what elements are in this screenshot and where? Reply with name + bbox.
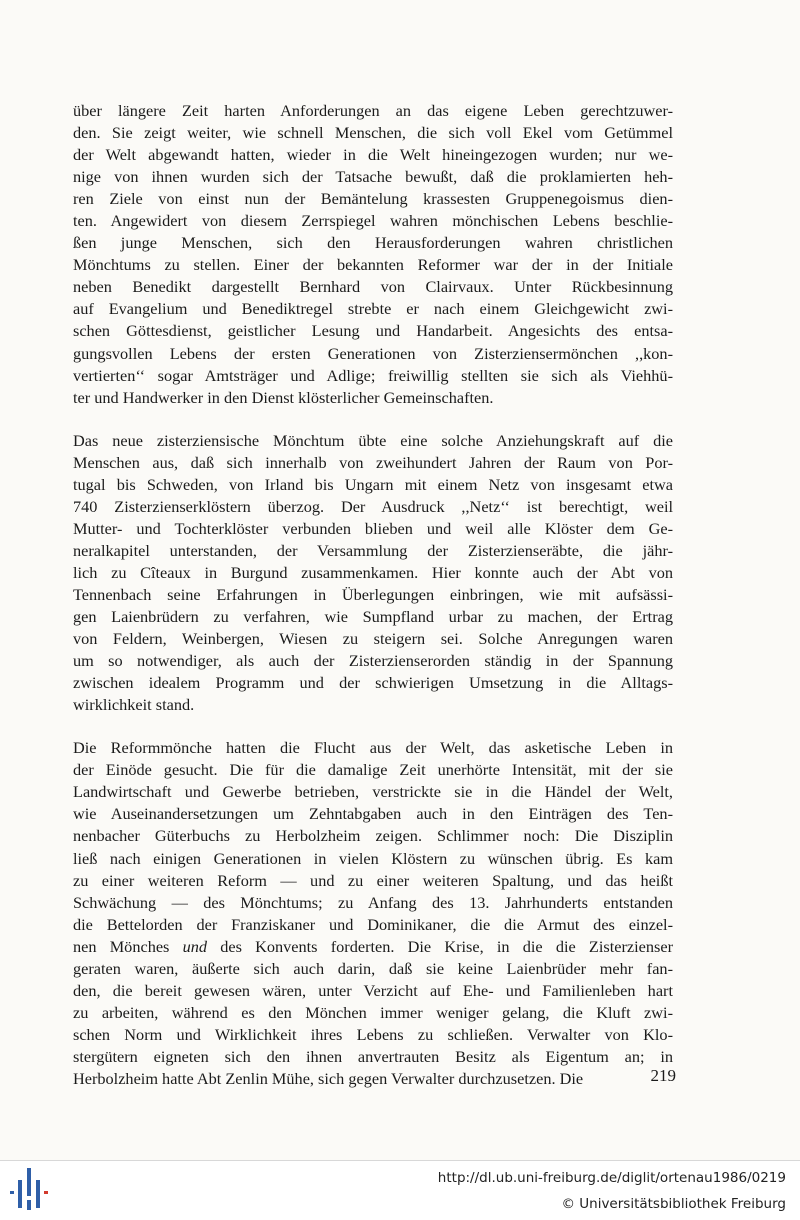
emphasis: und bbox=[182, 936, 208, 956]
text-line: die Bettelorden der Franziskaner und Dominikaner, die die Armut des einzel- bbox=[73, 914, 673, 934]
text-line: nige von ihnen wurden sich der Tatsache bewußt, daß die proklamierten heh- bbox=[73, 167, 673, 187]
text-line: Die Reformmönche hatten die Flucht aus der Welt, das asketische Leben in bbox=[73, 738, 673, 758]
text-line: der Einöde gesucht. Die für die damalige Zeit unerhörte Intensität, mit der sie bbox=[73, 760, 673, 780]
text-line: 740 Zisterzienserklöstern überzog. Der Ausdruck ,,Netz‘‘ ist berechtigt, weil bbox=[73, 496, 673, 516]
text-line: über längere Zeit harten Anforderungen an das eigene Leben gerechtzuwer- bbox=[73, 101, 673, 120]
paragraph bbox=[73, 100, 673, 409]
text-line: Menschen aus, daß sich innerhalb von zweihundert Jahren der Raum von Por- bbox=[73, 452, 673, 472]
text-line: den, die bereit gewesen wären, unter Verzicht auf Ehe- und Familienleben hart bbox=[73, 980, 673, 1000]
footer-divider bbox=[0, 1160, 800, 1161]
text-line: wirklichkeit stand. bbox=[73, 695, 195, 715]
text-line: Herbolzheim hatte Abt Zenlin Mühe, sich gegen Verwalter durchzusetzen. Die bbox=[73, 1068, 584, 1088]
text-line: geraten waren, äußerte sich auch darin, daß sie keine Laienbrüder mehr fan- bbox=[73, 958, 673, 978]
text-line: den. Sie zeigt weiter, wie schnell Menschen, die sich voll Ekel vom Getümmel bbox=[73, 123, 673, 143]
text-line: gungsvollen Lebens der ersten Generationen von Zisterziensermönchen ,,kon- bbox=[73, 343, 673, 363]
text-line: ter und Handwerker in den Dienst klösterlicher Gemeinschaften. bbox=[73, 387, 494, 407]
text-line: wie Auseinandersetzungen um Zehntabgaben auch in den Einträgen des Ten- bbox=[73, 804, 673, 824]
body-text bbox=[73, 100, 673, 1111]
text-line: tugal bis Schweden, von Irland bis Ungarn mit einem Netz von insgesamt etwa bbox=[73, 474, 673, 494]
text-line: zwischen idealem Programm und der schwierigen Umsetzung in die Alltags- bbox=[73, 673, 673, 693]
paragraph bbox=[73, 737, 673, 1090]
text-line: ren Ziele von einst nun der Bemäntelung krassesten Gruppenegoismus dien- bbox=[73, 189, 673, 209]
text-line: der Welt abgewandt hatten, wieder in die Welt hineingezogen wurden; nur we- bbox=[73, 145, 673, 165]
text-line: Landwirtschaft und Gewerbe betrieben, verstrickte sie in die Händel der Welt, bbox=[73, 782, 673, 802]
text-line: stergütern eigneten sich den ihnen anvertrauten Besitz als Eigentum an; in bbox=[73, 1046, 673, 1066]
text-line: ließ nach einigen Generationen in vielen Klöstern zu wünschen übrig. Es kam bbox=[73, 848, 673, 868]
text-line: Das neue zisterziensische Mönchtum übte eine solche Anziehungskraft auf die bbox=[73, 430, 673, 450]
footer-copyright: © Universitätsbibliothek Freiburg bbox=[561, 1196, 786, 1212]
text-line: ten. Angewidert von diesem Zerrspiegel wahren mönchischen Lebens beschlie- bbox=[73, 211, 673, 231]
footer-url[interactable]: http://dl.ub.uni-freiburg.de/diglit/ortenau1986/0219 bbox=[437, 1170, 786, 1186]
text-line: ßen junge Menschen, sich den Herausforderungen wahren christlichen bbox=[73, 233, 673, 253]
text-line: neralkapitel unterstanden, der Versammlung der Zisterzienseräbte, die jähr- bbox=[73, 540, 673, 560]
page-number: 219 bbox=[650, 1066, 676, 1085]
text-line: lich zu Cîteaux in Burgund zusammenkamen. Hier konnte auch der Abt von bbox=[73, 562, 673, 582]
text-line: neben Benedikt dargestellt Bernhard von Clairvaux. Unter Rückbesinnung bbox=[73, 277, 673, 297]
text-line: Mutter- und Tochterklöster verbunden blieben und weil alle Klöster dem Ge- bbox=[73, 518, 673, 538]
text-line: zu arbeiten, während es den Mönchen immer weniger gelang, die Kluft zwi- bbox=[73, 1002, 673, 1022]
library-logo-icon bbox=[10, 1166, 54, 1214]
text-line: auf Evangelium und Benediktregel strebte er nach einem Gleichgewicht zwi- bbox=[73, 299, 673, 319]
text-line: um so notwendiger, als auch der Zisterzienserorden ständig in der Spannung bbox=[73, 651, 673, 671]
text-line: Tennenbach seine Erfahrungen in Überlegungen einbringen, wie mit aufsässi- bbox=[73, 584, 673, 604]
text-line: schen Norm und Wirklichkeit ihres Lebens zu schließen. Verwalter von Klo- bbox=[73, 1024, 673, 1044]
text-line: schen Göttesdienst, geistlicher Lesung und Handarbeit. Angesichts des entsa- bbox=[73, 321, 673, 341]
text-line: Mönchtums zu stellen. Einer der bekannten Reformer war der in der Initiale bbox=[73, 255, 673, 275]
text-line: vertierten‘‘ sogar Amtsträger und Adlige; freiwillig stellten sie sich als Viehhü- bbox=[73, 365, 673, 385]
text-line: Schwächung — des Mönchtums; zu Anfang des 13. Jahrhunderts entstanden bbox=[73, 892, 673, 912]
text-line: gen Laienbrüdern zu verfahren, wie Sumpfland urbar zu machen, der Ertrag bbox=[73, 607, 673, 627]
text-line: zu einer weiteren Reform — und zu einer weiteren Spaltung, und das heißt bbox=[73, 870, 673, 890]
text-line: von Feldern, Weinbergen, Wiesen zu steigern sei. Solche Anregungen waren bbox=[73, 629, 673, 649]
text-line: nen Mönches und des Konvents forderten. Die Krise, in die die Zisterzienser bbox=[73, 936, 673, 956]
text-line: nenbacher Güterbuchs zu Herbolzheim zeigen. Schlimmer noch: Die Disziplin bbox=[73, 826, 673, 846]
paragraph bbox=[73, 430, 673, 717]
